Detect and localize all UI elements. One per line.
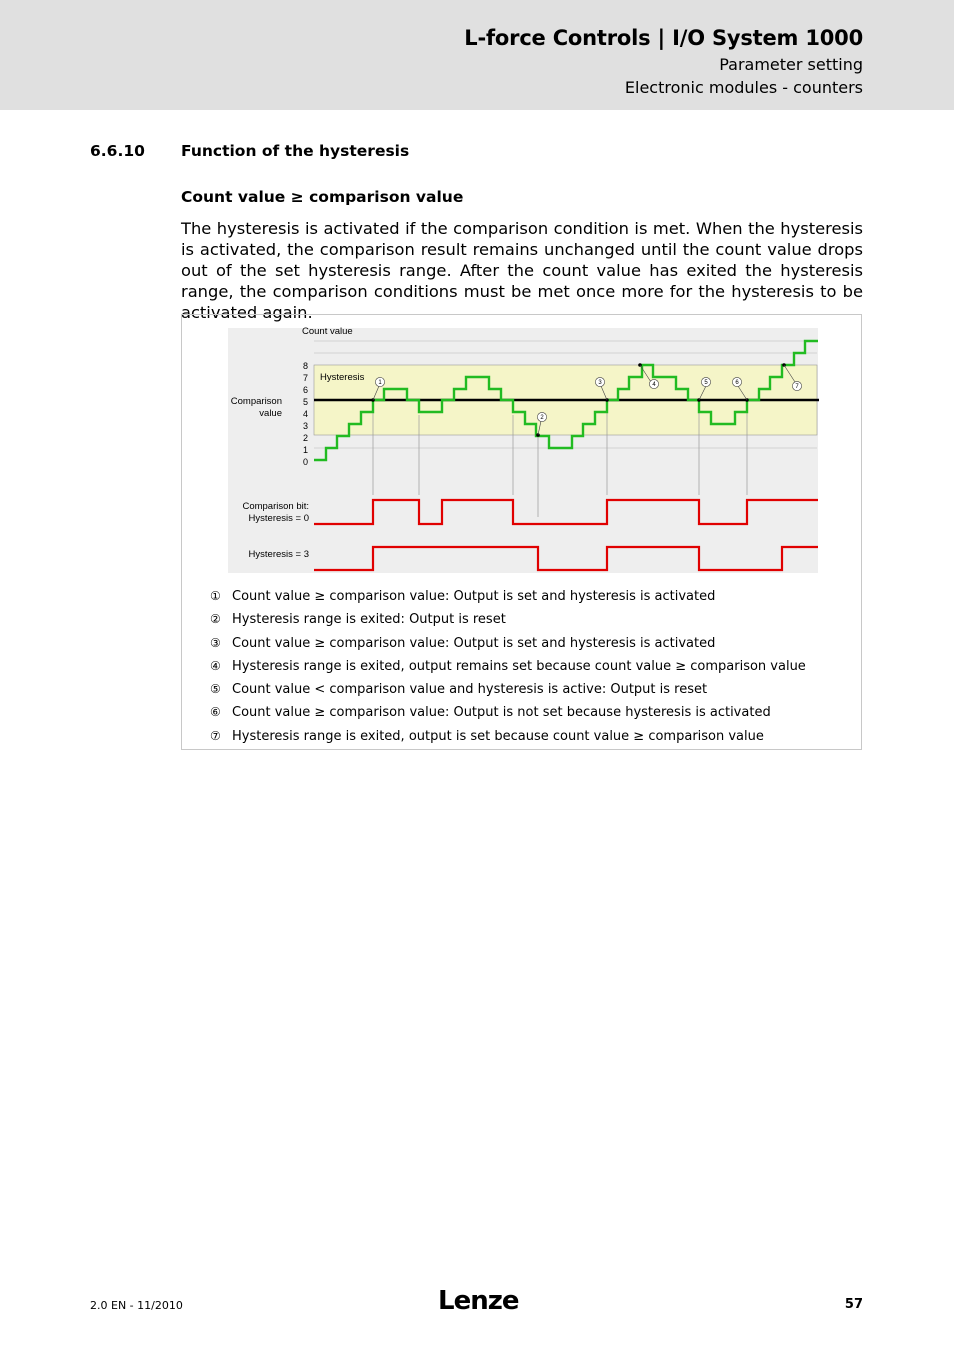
legend-number: ② (210, 612, 221, 627)
y-tick: 1 (302, 445, 308, 455)
subheading: Count value ≥ comparison value (181, 188, 464, 206)
legend-number: ⑤ (210, 682, 221, 697)
legend-text: Count value ≥ comparison value: Output is set and hysteresis is activated (232, 589, 716, 604)
marker-1-label: 1 (378, 380, 382, 386)
legend-number: ③ (210, 635, 221, 650)
legend-text: Count value < comparison value and hysteresis is active: Output is reset (232, 682, 708, 698)
legend-text: Hysteresis range is exited, output remains set because count value ≥ comparison value (232, 658, 806, 674)
marker-3-label: 3 (598, 380, 602, 386)
section-title: Function of the hysteresis (181, 142, 410, 160)
comparison-value-label: Comparison (230, 396, 282, 407)
y-tick: 6 (302, 385, 308, 395)
y-tick: 0 (302, 457, 308, 467)
section-number: 6.6.10 (90, 142, 145, 160)
chapter-subtitle: Parameter setting (719, 55, 863, 74)
y-tick: 2 (302, 433, 308, 443)
legend-text: Count value ≥ comparison value: Output is set and hysteresis is activated (232, 635, 716, 651)
hysteresis0-label: Hysteresis = 0 (248, 513, 309, 524)
y-tick: 5 (302, 397, 308, 407)
y-axis-ticks (303, 361, 308, 467)
marker-6-label: 6 (735, 380, 739, 386)
marker-2-label: 2 (540, 415, 544, 421)
page-header (0, 0, 954, 110)
document-title: L-force Controls | I/O System 1000 (464, 26, 863, 50)
body-paragraph: The hysteresis is activated if the comparison condition is met. When the hysteresis is activated, the comparison result remains unchanged until the count value drops out of the set hysteresis range. After the count value has exited the hysteresis range, the comparison conditions must be met once more for the hysteresis to be activated again. (181, 219, 863, 322)
y-tick: 7 (302, 373, 308, 383)
marker-7-label: 7 (795, 384, 799, 390)
hysteresis3-label: Hysteresis = 3 (248, 549, 309, 560)
legend-number: ⑦ (210, 728, 221, 743)
y-tick: 8 (302, 361, 308, 371)
comparison-value-label-2: value (259, 408, 282, 419)
lenze-logo: Lenze (438, 1286, 519, 1316)
legend-number: ④ (210, 658, 221, 673)
legend-text: Hysteresis range is exited: Output is reset (232, 612, 506, 628)
legend-number: ⑥ (210, 705, 221, 720)
hysteresis-diagram (182, 315, 861, 580)
legend-text: Count value ≥ comparison value: Output is not set because hysteresis is activated (232, 705, 771, 721)
marker-4-label: 4 (652, 382, 656, 388)
page-number: 57 (844, 1297, 863, 1312)
version-info: 2.0 EN - 11/2010 (90, 1299, 183, 1312)
y-tick: 3 (302, 421, 308, 431)
legend-text: Hysteresis range is exited, output is set because count value ≥ comparison value (232, 728, 764, 744)
comparison-bit-label: Comparison bit: (242, 501, 309, 512)
hysteresis-band-label: Hysteresis (320, 372, 365, 383)
section-subtitle: Electronic modules - counters (624, 78, 863, 97)
marker-5-label: 5 (704, 380, 708, 386)
hysteresis-figure (181, 314, 862, 750)
y-tick: 4 (302, 409, 308, 419)
legend-number: ① (210, 589, 221, 603)
count-value-label: Count value (302, 326, 353, 337)
